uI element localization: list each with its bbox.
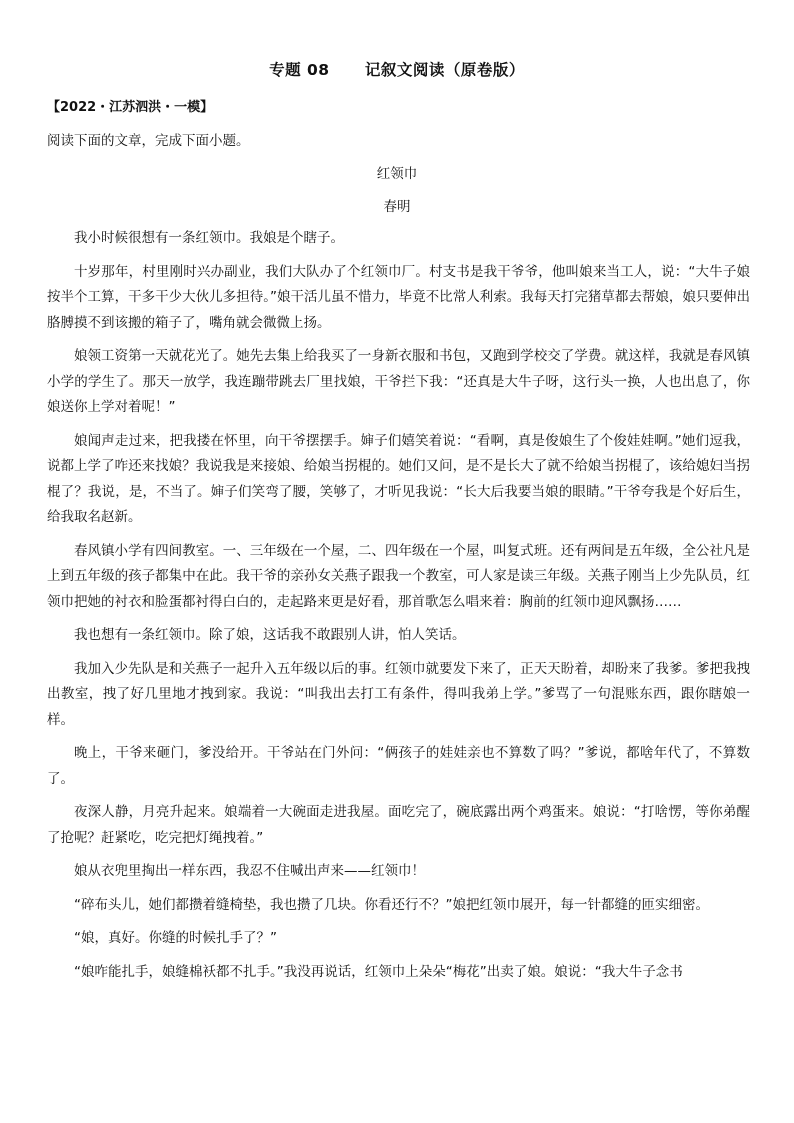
paragraph: 娘闻声走过来，把我搂在怀里，向干爷摆摆手。婶子们嬉笑着说：“看啊，真是俊娘生了个俊娃娃啊。”她们逗我，说都上学了咋还来找娘？我说我是来接娘、给娘当拐棍的。她们又问，是不是长大了就不给娘当拐棍了，该给媳妇当拐棍了？我说，是，不当了。婶子们笑弯了腰，笑够了，才听见我说：“长大后我要当娘的眼睛。”干爷夸我是个好后生，给我取名赵新。 xyxy=(47,432,750,525)
paragraph: “娘咋能扎手，娘缝棉袄都不扎手。”我没再说话，红领巾上朵朵“梅花”出卖了娘。娘说：“我大牛子念书 xyxy=(74,963,683,980)
paragraph: 我小时候很想有一条红领巾。我娘是个瞎子。 xyxy=(74,230,344,246)
paragraph: “碎布头儿，她们都攒着缝椅垫，我也攒了几块。你看还行不？”娘把红领巾展开，每一针都缝的匝实细密。 xyxy=(74,896,709,913)
document-title: 专题 08 记叙文阅读（原卷版） xyxy=(269,61,525,79)
paragraph: 夜深人静，月亮升起来。娘端着一大碗面走进我屋。面吃完了，碗底露出两个鸡蛋来。娘说：“打啥愣，等你弟醒了抢呢？赶紧吃，吃完把灯绳拽着。” xyxy=(47,804,750,846)
paragraph: 春风镇小学有四间教室。一、三年级在一个屋，二、四年级在一个屋，叫复式班。还有两间是五年级，全公社凡是上到五年级的孩子都集中在此。我干爷的亲孙女关燕子跟我一个教室，可人家是读三年级。关燕子刚当上少先队员，红领巾把她的衬衣和脸蛋都衬得白白的，走起路来更是好看，那首歌怎么唱来着：胸前的红领巾迎风飘扬…… xyxy=(47,542,750,610)
article-body xyxy=(47,226,750,993)
article-author: 春明 xyxy=(383,199,411,215)
paragraph: 我也想有一条红领巾。除了娘，这话我不敢跟别人讲，怕人笑话。 xyxy=(74,627,466,643)
paragraph: 晚上，干爷来砸门，爹没给开。干爷站在门外问：“俩孩子的娃娃亲也不算数了吗？”爹说，都啥年代了，不算数了。 xyxy=(47,745,750,787)
paragraph: “娘，真好。你缝的时候扎手了？” xyxy=(74,930,277,946)
paragraph: 娘从衣兜里掏出一样东西，我忍不住喊出声来——红领巾！ xyxy=(74,863,425,879)
article-title: 红领巾 xyxy=(376,166,418,182)
paragraph: 娘领工资第一天就花光了。她先去集上给我买了一身新衣服和书包，又跑到学校交了学费。就这样，我就是春风镇小学的学生了。那天一放学，我连蹦带跳去厂里找娘，干爷拦下我：“还真是大牛子呀，这行头一换，人也出息了，你娘送你上学对着呢！” xyxy=(47,348,750,415)
paragraph: 我加入少先队是和关燕子一起升入五年级以后的事。红领巾就要发下来了，正天天盼着，却盼来了我爹。爹把我拽出教室，拽了好几里地才拽到家。我说：“叫我出去打工有条件，得叫我弟上学。”爹骂了一句混账东西，跟你瞎娘一样。 xyxy=(47,660,750,728)
reading-instruction: 阅读下面的文章，完成下面小题。 xyxy=(47,133,250,149)
source-tag: 【2022・江苏泗洪・一模】 xyxy=(47,100,214,115)
paragraph: 十岁那年，村里刚时兴办副业，我们大队办了个红领巾厂。村支书是我干爷爷，他叫娘来当工人，说：“大牛子娘按半个工算，干多干少大伙儿多担待。”娘干活儿虽不惜力，毕竟不比常人利索。我每天打完猪草都去帮娘，娘只要伸出胳膊摸不到该搬的箱子了，嘴角就会微微上扬。 xyxy=(47,263,750,331)
